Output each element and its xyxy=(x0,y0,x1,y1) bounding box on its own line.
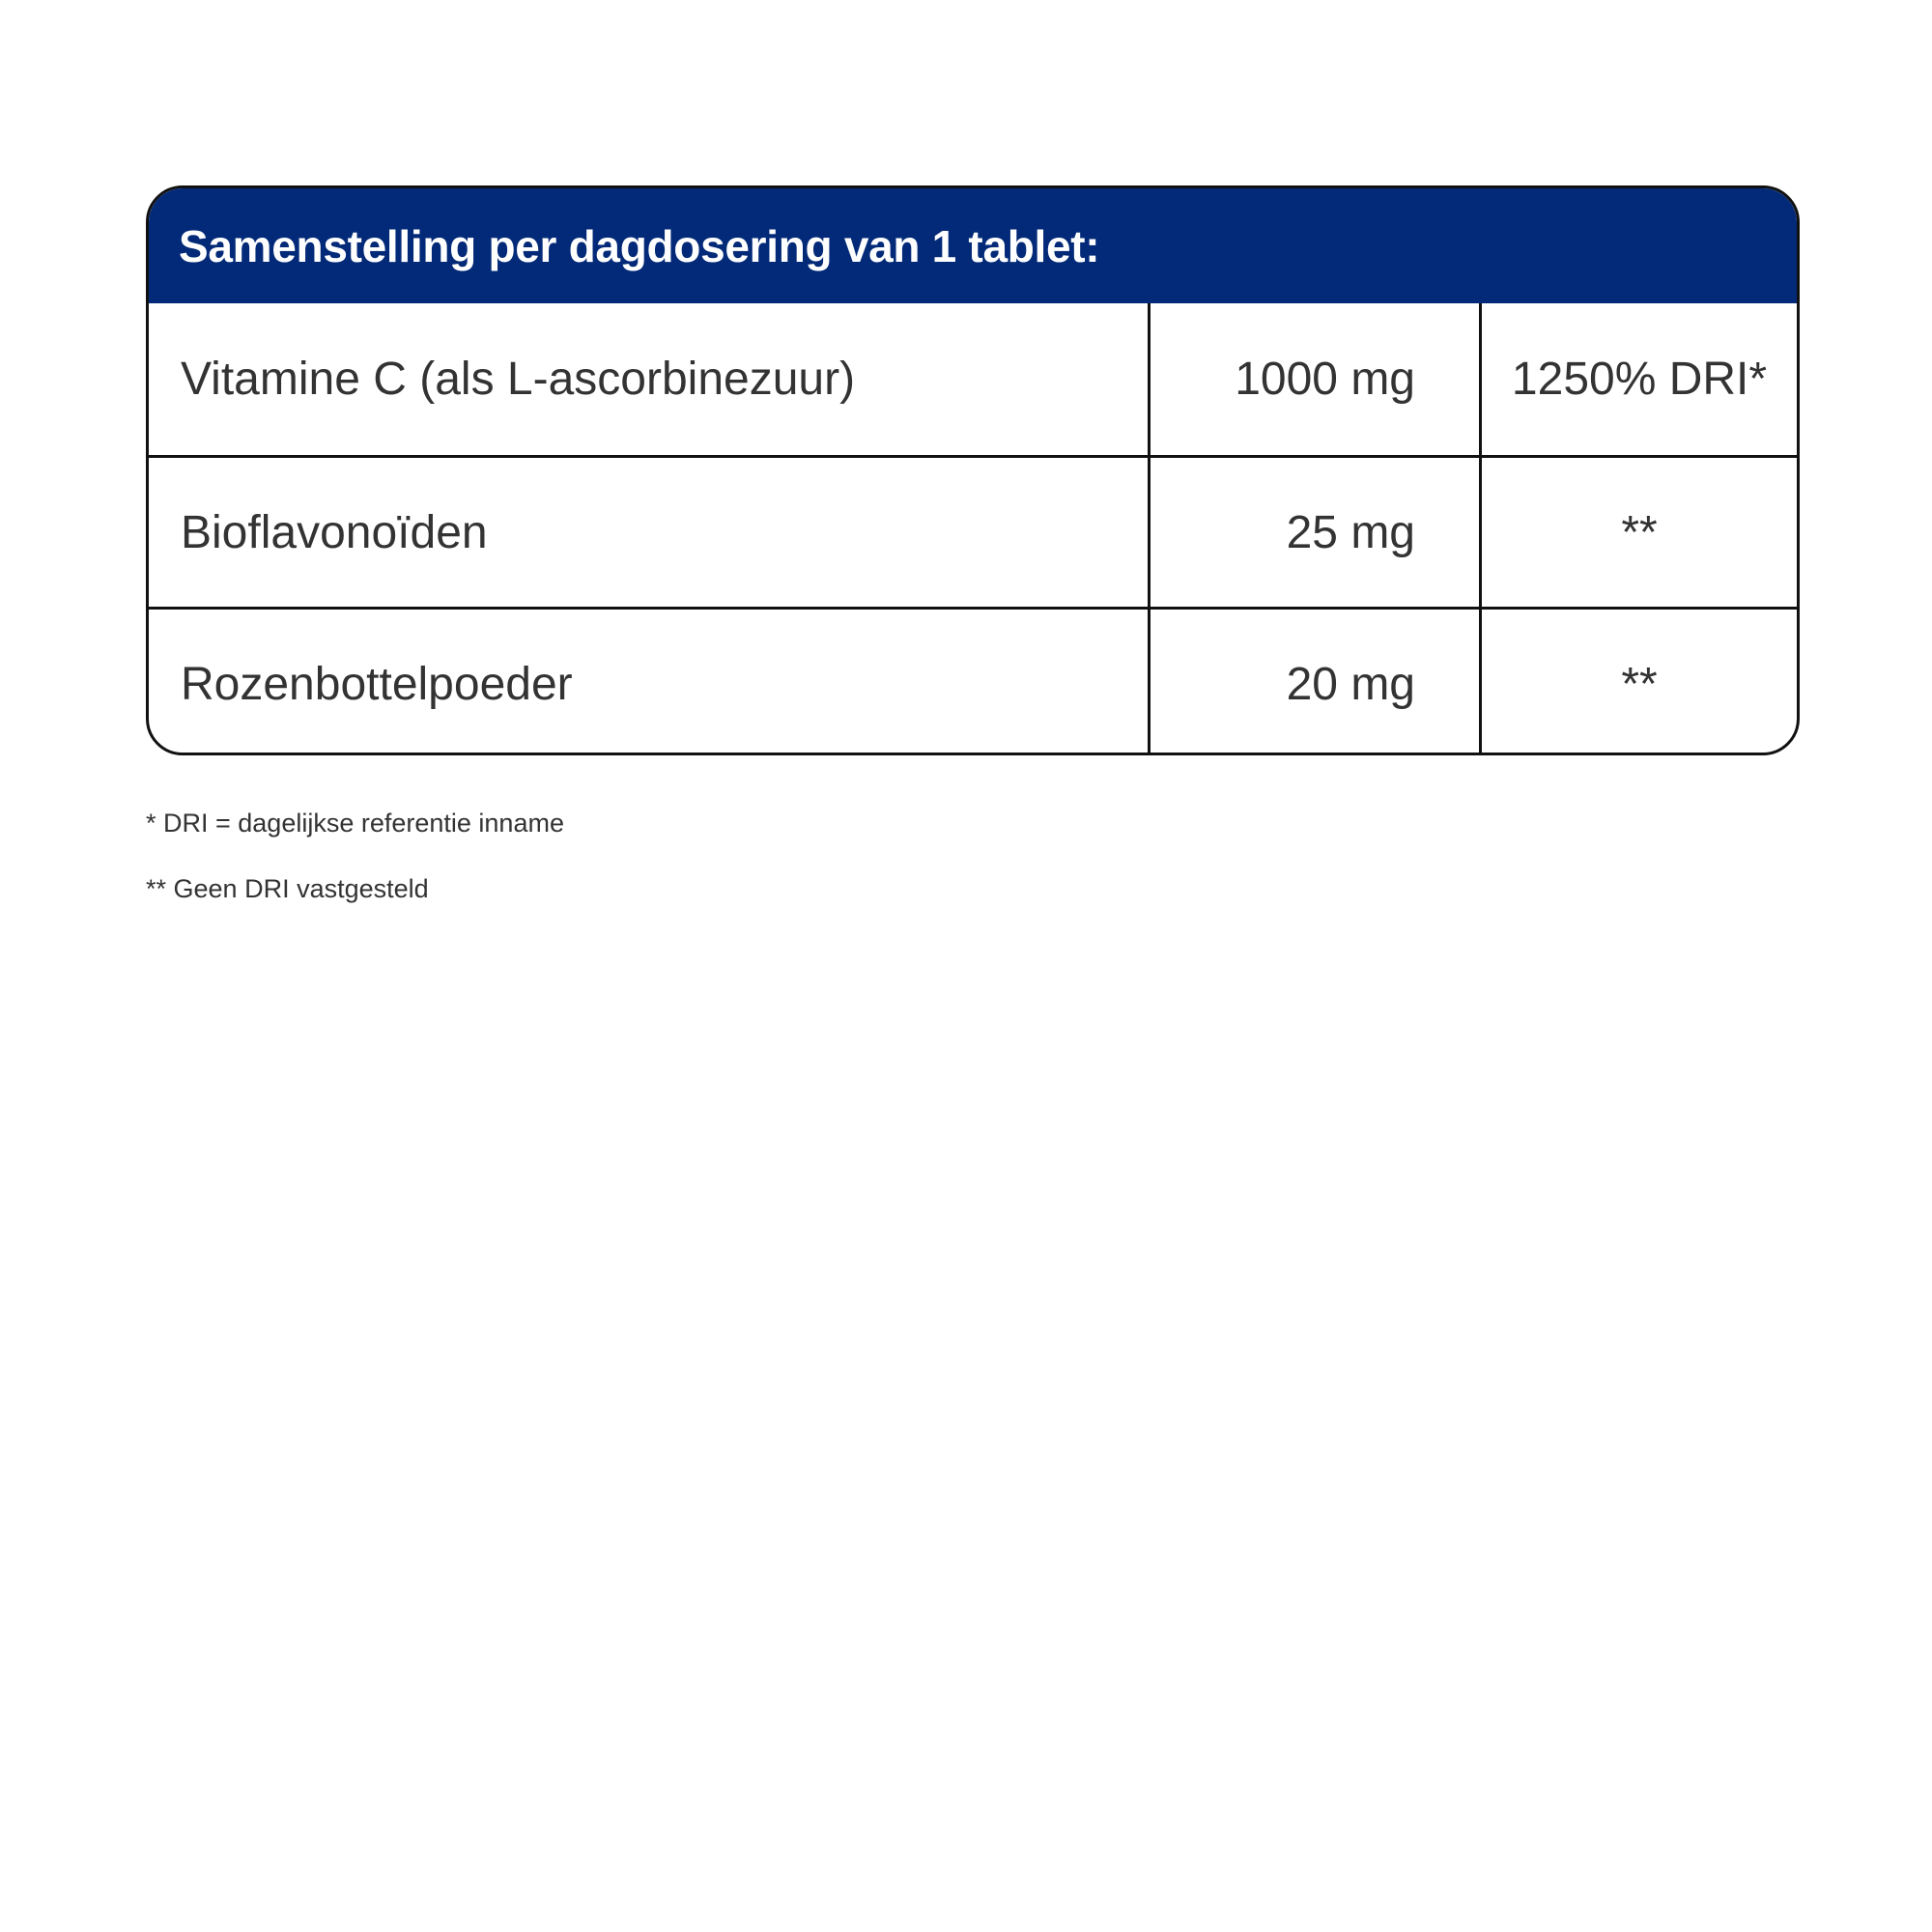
ingredient-name: Rozenbottelpoeder xyxy=(149,610,1151,755)
footnote-dri-definition: * DRI = dagelijkse referentie inname xyxy=(146,809,564,838)
ingredient-amount: 25 mg xyxy=(1151,458,1482,607)
ingredient-name: Bioflavonoïden xyxy=(149,458,1151,607)
table-row xyxy=(149,607,1797,755)
ingredient-name: Vitamine C (als L-ascorbinezuur) xyxy=(149,303,1151,455)
table-body xyxy=(149,303,1797,755)
table-row xyxy=(149,455,1797,607)
table-row xyxy=(149,303,1797,455)
ingredient-dri: ** xyxy=(1621,506,1658,558)
ingredient-dri: 1250% DRI* xyxy=(1511,354,1768,405)
ingredient-amount: 1000 mg xyxy=(1151,303,1482,455)
ingredient-amount: 20 mg xyxy=(1151,610,1482,755)
ingredient-dri: ** xyxy=(1621,658,1658,710)
footnote-no-dri: ** Geen DRI vastgesteld xyxy=(146,874,429,903)
composition-table xyxy=(146,185,1800,755)
footnotes xyxy=(146,807,564,938)
table-header: Samenstelling per dagdosering van 1 tablet: xyxy=(149,188,1797,303)
